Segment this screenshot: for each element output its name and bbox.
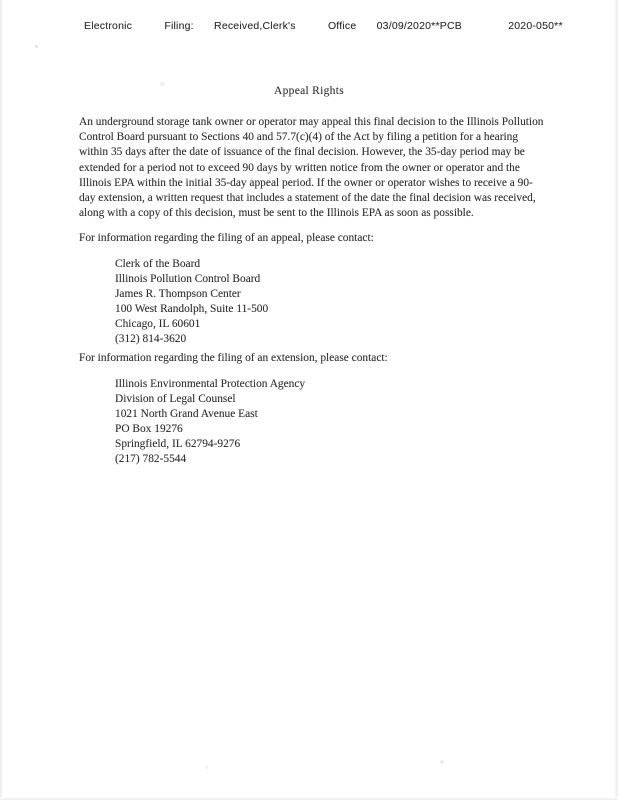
scan-speck — [205, 766, 208, 769]
board-address-line: 100 West Randolph, Suite 11-500 — [115, 303, 269, 316]
appeal-contact-lead-text: For information regarding the filing of an appeal, please contact: — [79, 232, 374, 244]
agency-phone-number: (217) 782-5544 — [115, 453, 187, 466]
electronic-filing-stamp — [84, 20, 563, 32]
board-address-block — [115, 257, 268, 348]
agency-address-line: Springfield, IL 62794-9276 — [115, 438, 241, 451]
appeal-rights-paragraph: An underground storage tank owner or operator may appeal this final decision to the Illinois Pollution Control Board pursuant to Sections 40 and 57.7(c)(4) of the Act by filing a petition for a hearing within 35 days after the date of issuance of the final decision. However, the 35-day period may be extended for a period not to exceed 90 days by written notice from the owner or operator and the Illinois EPA within the initial 35-day appeal period. If the owner or operator wishes to receive a 90-day extension, a written request that includes a statement of the date the final decision was received, along with a copy of this decision, must be sent to the Illinois EPA as soon as possible. — [79, 116, 544, 220]
agency-address-block — [115, 377, 305, 468]
extension-contact-lead-text: For information regarding the filing of an extension, please contact: — [79, 352, 388, 364]
scan-speck — [35, 45, 38, 48]
board-address-line: James R. Thompson Center — [115, 288, 241, 301]
board-phone-number: (312) 814-3620 — [115, 333, 187, 346]
stamp-office-label: Office — [327, 20, 357, 32]
stamp-electronic-label: Electronic — [84, 20, 133, 32]
agency-address-line: Division of Legal Counsel — [115, 393, 236, 406]
board-address-line: Clerk of the Board — [115, 258, 201, 270]
stamp-received-label: Received,Clerk's — [214, 20, 296, 32]
board-address-line: Chicago, IL 60601 — [115, 318, 201, 331]
agency-address-line: Illinois Environmental Protection Agency — [115, 378, 306, 390]
stamp-case-number: 2020-050** — [508, 20, 563, 32]
agency-address-line: PO Box 19276 — [115, 423, 183, 436]
stamp-date: 03/09/2020**PCB — [376, 20, 462, 32]
page-left-edge-shadow — [0, 0, 3, 800]
scan-speck — [440, 760, 444, 764]
stamp-filing-label: Filing: — [164, 20, 194, 32]
page-title: Appeal Rights — [273, 85, 345, 97]
board-address-line: Illinois Pollution Control Board — [115, 273, 261, 286]
agency-address-line: 1021 North Grand Avenue East — [115, 408, 258, 421]
page-right-edge-shadow — [614, 0, 618, 800]
